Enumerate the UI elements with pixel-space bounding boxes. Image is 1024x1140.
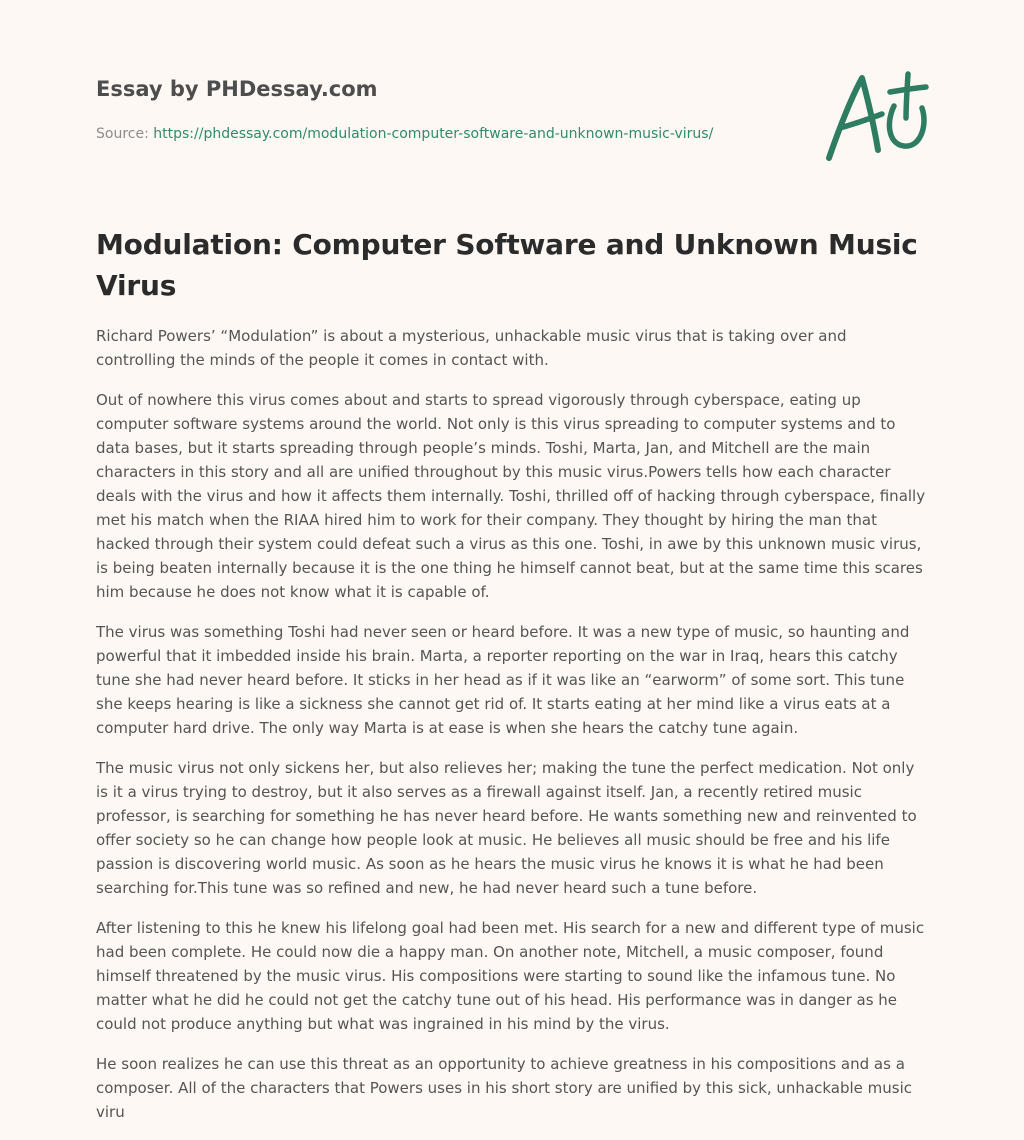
page-header [96, 74, 796, 144]
essay-article [96, 224, 928, 1140]
essay-paragraph: After listening to this he knew his lifelong goal had been met. His search for a new and different type of music had been complete. He could now die a happy man. On another note, Mitchell, a music composer, found himself threatened by the music virus. His compositions were starting to sound like the infamous tune. No matter what he did he could not get the catchy tune out of his head. His performance was in danger as he could not produce anything but what was ingrained in his mind by the virus. [96, 919, 925, 1033]
essay-paragraph: Richard Powers’ “Modulation” is about a mysterious, unhackable music virus that is taking over and controlling the minds of the people it comes in contact with. [96, 327, 847, 369]
brand-title: Essay by PHDessay.com [96, 77, 378, 101]
source-line [96, 124, 796, 144]
a-plus-logo-icon [820, 70, 930, 165]
essay-paragraph: He soon realizes he can use this threat as an opportunity to achieve greatness in his compositions and as a composer. All of the characters that Powers uses in his short story are unified by this sick, unhackable music viru [96, 1055, 913, 1121]
essay-paragraph: The music virus not only sickens her, but also relieves her; making the tune the perfect medication. Not only is it a virus trying to destroy, but it also serves as a firewall against itself. Jan, a recently retired music professor, is searching for something he has never heard before. He wants something new and reinvented to offer society so he can change how people look at music. He believes all music should be free and his life passion is discovering world music. As soon as he hears the music virus he knows it is what he had been searching for.This tune was so refined and new, he had never heard such a tune before. [96, 759, 917, 897]
source-link[interactable]: https://phdessay.com/modulation-computer-software-and-unknown-music-virus/ [153, 126, 714, 142]
essay-paragraph: The virus was something Toshi had never seen or heard before. It was a new type of music, so haunting and powerful that it imbedded inside his brain. Marta, a reporter reporting on the war in Iraq, hears this catchy tune she had never heard before. It sticks in her head as if it was like an “earworm” of some sort. This tune she keeps hearing is like a sickness she cannot get rid of. It starts eating at her mind like a virus eats at a computer hard drive. The only way Marta is at ease is when she hears the catchy tune again. [96, 623, 910, 737]
a-plus-logo [820, 70, 930, 165]
essay-title: Modulation: Computer Software and Unknown Music Virus [96, 228, 918, 302]
essay-paragraph: Out of nowhere this virus comes about and starts to spread vigorously through cyberspace, eating up computer software systems around the world. Not only is this virus spreading to computer systems and to data bases, but it starts spreading through people’s minds. Toshi, Marta, Jan, and Mitchell are the main characters in this story and all are unified throughout by this music virus.Powers tells how each character deals with the virus and how it affects them internally. Toshi, thrilled off of hacking through cyberspace, finally met his match when the RIAA hired him to work for their company. They thought by hiring the man that hacked through their system could defeat such a virus as this one. Toshi, in awe by this unknown music virus, is being beaten internally because it is the one thing he himself cannot beat, but at the same time this scares him because he does not know what it is capable of. [96, 391, 926, 601]
source-label: Source: [96, 126, 154, 142]
